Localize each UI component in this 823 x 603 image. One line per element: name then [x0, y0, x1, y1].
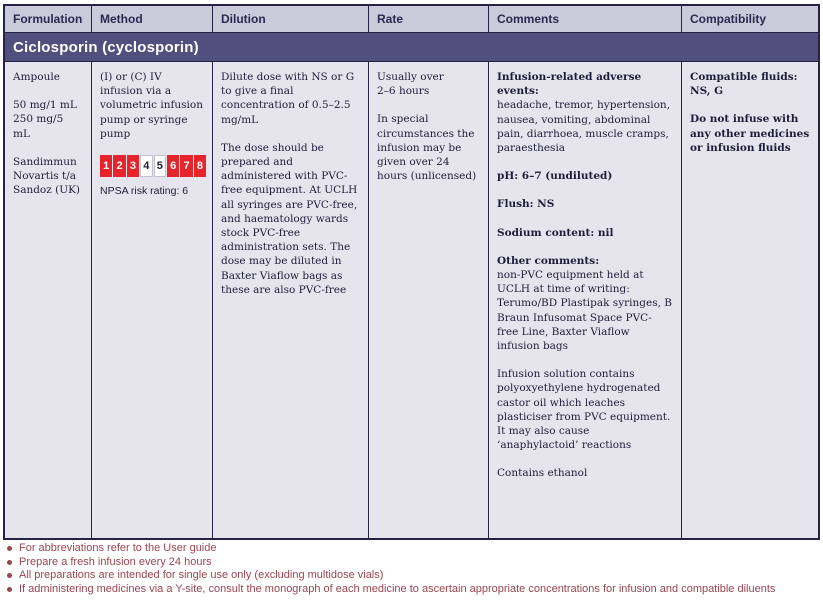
npsa-risk-box: 8: [194, 155, 206, 177]
text-line: Sandimmun: [13, 155, 77, 168]
paragraph: [690, 112, 810, 155]
drug-title-banner: [5, 33, 818, 62]
text-line: 50 mg/1 mL: [13, 99, 77, 112]
text-line: Flush: NS: [497, 198, 555, 211]
footnote-item: Prepare a fresh infusion every 24 hours: [0, 557, 823, 568]
paragraph: [690, 70, 810, 98]
paragraph: [377, 70, 480, 98]
paragraph: [497, 226, 673, 240]
paragraph: [100, 70, 204, 141]
paragraph: [221, 141, 360, 297]
text-line: Sodium content: nil: [497, 226, 614, 239]
text-line: Contains ethanol: [497, 467, 588, 480]
cell-rate: [369, 62, 489, 538]
text-line: (I) or (C) IV infusion via a volumetric infusion pump or syringe pump: [100, 71, 203, 140]
text-line: Infusion solution contains polyoxyethylene hydrogenated castor oil which leaches plasticiser from PVC equipment. It may also cause ‘anaphylactoid’ reactions: [497, 368, 671, 452]
footnote-item: All preparations are intended for single use only (excluding multidose vials): [0, 570, 823, 581]
text-line: In special circumstances the infusion may be given over 24 hours (unlicensed): [377, 113, 477, 183]
column-header-method: Method: [92, 6, 213, 32]
paragraph: [221, 70, 360, 127]
npsa-risk-box: 1: [100, 155, 112, 177]
footnotes-section: [0, 543, 823, 597]
paragraph: [497, 169, 673, 183]
paragraph: [497, 254, 673, 353]
table-body-row: [5, 62, 818, 538]
cell-formulation: [5, 62, 92, 538]
cell-dilution: [213, 62, 369, 538]
paragraph: [13, 98, 83, 141]
text-line: 2–6 hours: [377, 85, 430, 98]
paragraph: [497, 70, 673, 155]
footnote-item: If administering medicines via a Y-site, consult the monograph of each medicine to ascertain appropriate concentrations for infusion and compatible diluents: [0, 584, 823, 595]
footnote-item: For abbreviations refer to the User guide: [0, 543, 823, 554]
column-header-comments: Comments: [489, 6, 682, 32]
paragraph: [497, 367, 673, 452]
text-line: Sandoz (UK): [13, 184, 81, 197]
paragraph: [377, 112, 480, 183]
table-header-row: [5, 6, 818, 33]
text-line: pH: 6–7 (undiluted): [497, 170, 613, 183]
npsa-risk-box: 4: [140, 155, 152, 177]
text-line: Usually over: [377, 71, 444, 83]
method-text: [100, 70, 204, 141]
paragraph: [497, 466, 673, 480]
cell-method: [92, 62, 213, 538]
paragraph: [13, 70, 83, 84]
text-line: Novartis t/a: [13, 170, 77, 183]
paragraph: [497, 197, 673, 211]
cell-compatibility: [682, 62, 818, 538]
npsa-risk-box: 6: [167, 155, 179, 177]
text-line: Do not infuse with any other medicines or infusion fluids: [690, 113, 810, 154]
npsa-risk-box: 7: [180, 155, 192, 177]
column-header-rate: Rate: [369, 6, 489, 32]
npsa-risk-box: 3: [127, 155, 139, 177]
text-line: headache, tremor, hypertension, nausea, vomiting, abdominal pain, diarrhoea, muscle cramps, paraesthesia: [497, 99, 671, 155]
text-line: Compatible fluids: NS, G: [690, 71, 798, 98]
text-line: Dilute dose with NS or G to give a final concentration of 0.5–2.5 mg/mL: [221, 71, 355, 126]
npsa-risk-scale: [100, 155, 207, 177]
npsa-risk-box: 5: [154, 155, 166, 177]
column-header-dilution: Dilution: [213, 6, 369, 32]
text-line: non-PVC equipment held at UCLH at time of writing: Terumo/BD Plastipak syringes, B Braun Infusomat Space PVC-free Line, Baxter Viaflow infusion bags: [497, 269, 672, 353]
paragraph: [13, 155, 83, 198]
text-line: Infusion-related adverse events:: [497, 71, 642, 98]
text-line: 250 mg/5 mL: [13, 113, 64, 140]
cell-comments: [489, 62, 682, 538]
drug-title: Ciclosporin (cyclosporin): [13, 38, 199, 56]
text-line: The dose should be prepared and administered with PVC-free equipment. At UCLH all syringes are PVC-free, and haematology wards stock PVC-free administration sets. The dose may be diluted in Baxter Viaflow bags as these are also PVC-free: [221, 141, 358, 296]
npsa-risk-box: 2: [113, 155, 125, 177]
footnotes-list: [0, 543, 823, 595]
column-header-compatibility: Compatibility: [690, 12, 767, 26]
npsa-risk-rating-label: NPSA risk rating: 6: [100, 185, 189, 198]
text-line: Other comments:: [497, 254, 600, 267]
monograph-table: [3, 4, 820, 540]
text-line: Ampoule: [13, 71, 60, 83]
column-header-formulation: Formulation: [5, 6, 92, 32]
